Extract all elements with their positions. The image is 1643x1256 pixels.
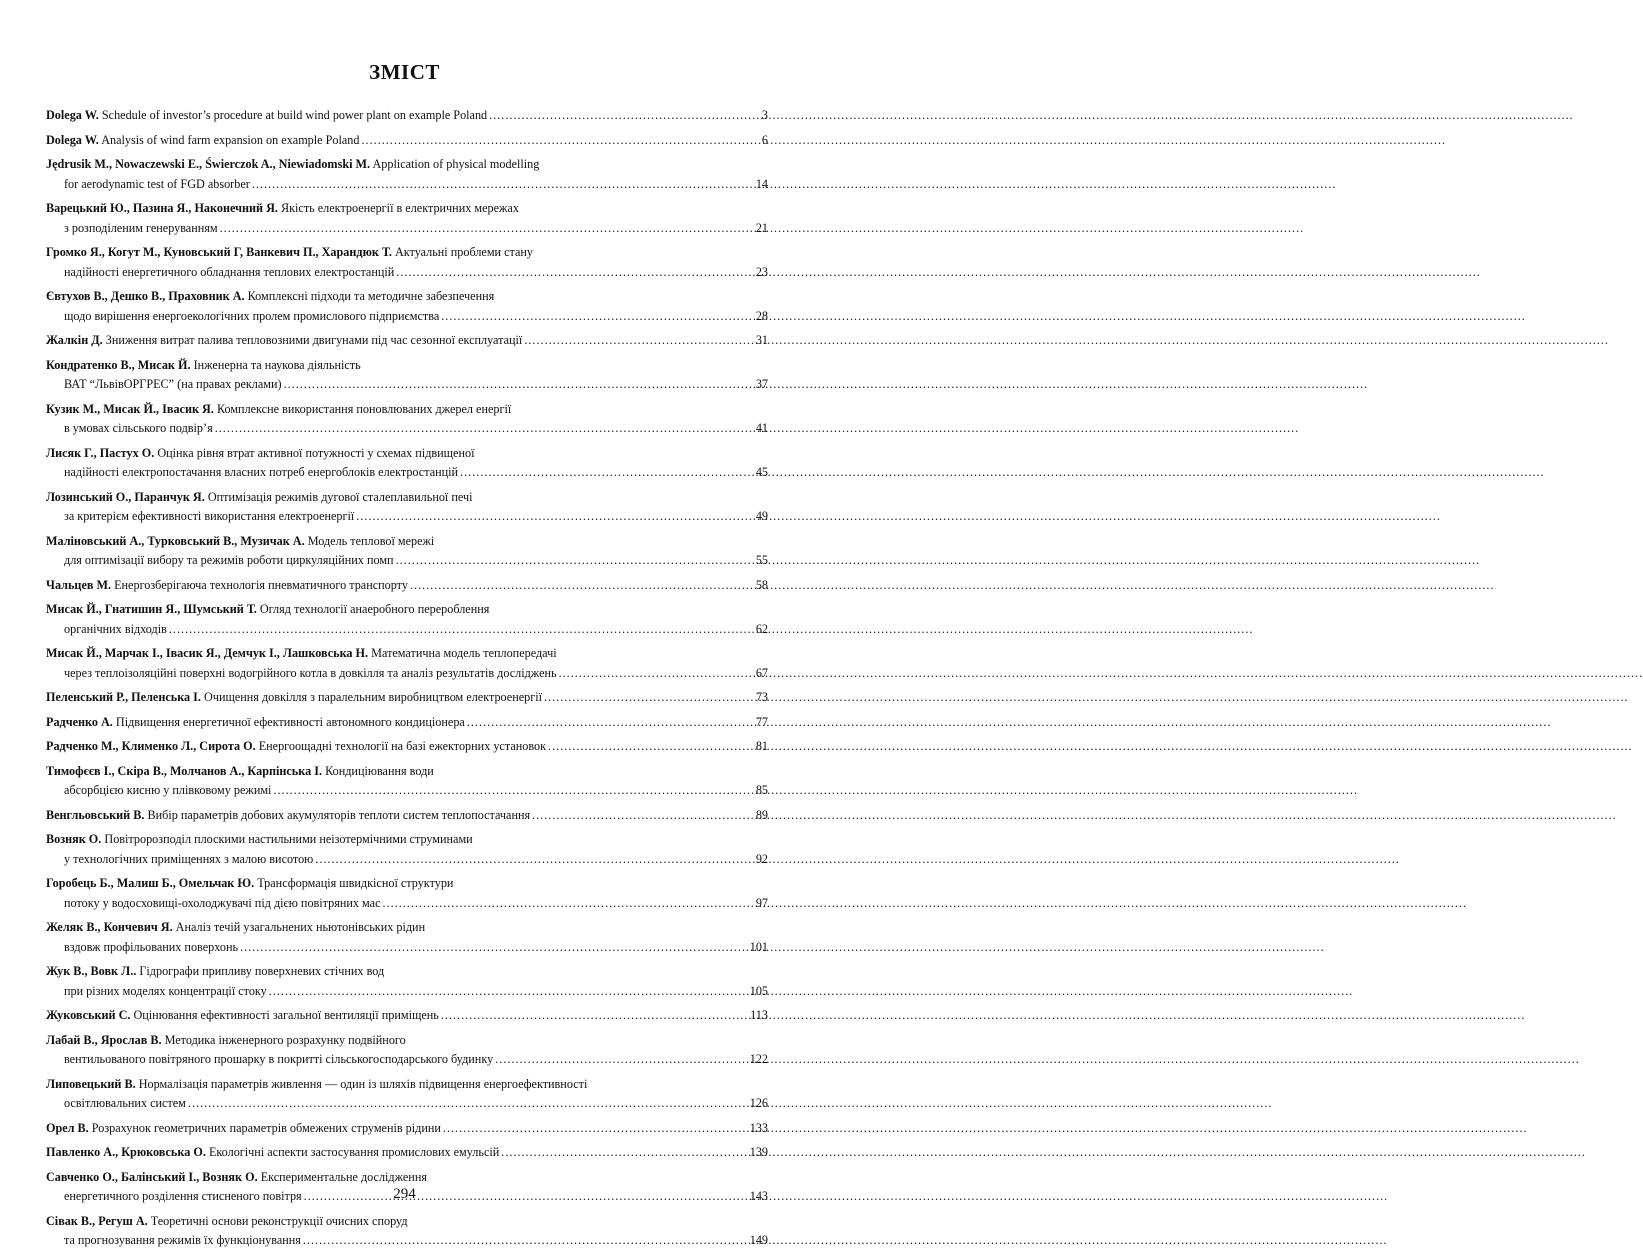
dot-leader bbox=[303, 1231, 734, 1251]
toc-entry-page: 41 bbox=[755, 421, 768, 435]
dot-leader bbox=[559, 664, 734, 684]
toc-entry-text bbox=[46, 762, 434, 782]
toc-entry-page: 105 bbox=[749, 983, 768, 998]
toc-entry-line bbox=[46, 918, 768, 938]
toc-entry-text bbox=[46, 830, 473, 850]
toc-entry-title: надійності електропостачання власних потреб енергоблоків електростанцій bbox=[64, 465, 459, 479]
toc-entry-text bbox=[46, 1031, 406, 1051]
toc-entry-text bbox=[46, 737, 546, 757]
toc-entry-title: потоку у водосховищі-охолоджувачі під дією повітряних мас bbox=[64, 895, 381, 910]
toc-entry-text bbox=[46, 131, 359, 151]
dot-leader bbox=[501, 1143, 734, 1163]
toc-entry-line bbox=[46, 762, 768, 782]
toc-entry-page: 58 bbox=[755, 577, 768, 592]
dot-leader bbox=[220, 219, 734, 239]
toc-entry-page: 143 bbox=[749, 1189, 768, 1203]
toc-entry-line bbox=[46, 644, 768, 664]
dot-leader bbox=[273, 781, 734, 801]
toc-entry-line bbox=[46, 850, 768, 870]
toc-entry-text bbox=[46, 962, 384, 982]
toc-entry-line bbox=[46, 243, 768, 263]
toc-entry-line bbox=[46, 175, 768, 195]
toc-entry bbox=[46, 1031, 768, 1070]
toc-entry bbox=[46, 576, 768, 596]
toc-entry-text bbox=[46, 287, 494, 307]
toc-entry-text bbox=[46, 600, 489, 620]
toc-entry-line bbox=[46, 894, 768, 914]
toc-entry-line bbox=[46, 375, 768, 395]
toc-entry-authors: Жалкін Д. bbox=[46, 333, 103, 347]
toc-entry bbox=[46, 688, 768, 708]
toc-entry-line bbox=[46, 263, 768, 283]
dot-leader bbox=[467, 713, 734, 733]
toc-entry bbox=[46, 644, 768, 683]
dot-leader bbox=[188, 1094, 734, 1114]
toc-entry-text bbox=[46, 918, 425, 938]
toc-entry-page: 126 bbox=[749, 1096, 768, 1110]
toc-entry-text bbox=[64, 982, 267, 1002]
toc-entry-authors: Jędrusik M., Nowaczewski E., Świerczok A., Niewiadomski M. bbox=[46, 157, 371, 171]
toc-entry-authors: Євтухов В., Дешко В., Праховник А. bbox=[46, 289, 245, 303]
toc-entry-line bbox=[46, 1231, 768, 1251]
toc-entry-authors: Радченко А. bbox=[46, 714, 113, 729]
toc-entry-title: Повітророзподіл плоскими настильними неізотермічними струминами bbox=[104, 832, 473, 846]
toc-entry-text bbox=[46, 1212, 408, 1232]
toc-entry-authors: Горобець Б., Малиш Б., Омельчак Ю. bbox=[46, 876, 255, 890]
toc-entry-line bbox=[46, 874, 768, 894]
toc-entry-line bbox=[46, 1050, 768, 1070]
toc-entry-authors: Мисак Й., Марчак І., Івасик Я., Демчук І., Лашковська Н. bbox=[46, 646, 369, 660]
toc-entry bbox=[46, 1006, 768, 1026]
toc-entry-text bbox=[64, 1231, 301, 1251]
toc-entry-title: ВАТ “ЛьвівОРГРЕС” (на правах реклами) bbox=[64, 377, 282, 391]
dot-leader bbox=[532, 806, 734, 826]
dot-leader bbox=[460, 463, 734, 483]
toc-entry-authors: Dolega W. bbox=[46, 132, 99, 147]
toc-entry-title: Розрахунок геометричних параметрів обмежених струменів рідини bbox=[91, 1120, 441, 1135]
toc-entry-text bbox=[64, 375, 282, 395]
toc-entry-text bbox=[64, 620, 167, 640]
toc-entry-title: Application of physical modelling bbox=[372, 157, 540, 171]
toc-entry-line bbox=[46, 551, 768, 571]
toc-entry-authors: Dolega W. bbox=[46, 108, 99, 122]
toc-entry-title: освітлювальних систем bbox=[64, 1096, 186, 1110]
toc-entry-text bbox=[64, 307, 439, 327]
dot-leader bbox=[269, 982, 734, 1002]
toc-entry-title: Теоретичні основи реконструкції очисних споруд bbox=[150, 1213, 408, 1228]
toc-entry-title: Підвищення енергетичної ефективності автономного кондиціонера bbox=[115, 714, 465, 729]
toc-entry-title: Огляд технології анаеробного перероблення bbox=[259, 602, 490, 616]
toc-entry bbox=[46, 962, 768, 1001]
toc-entry-authors: Сівак В., Регуш А. bbox=[46, 1213, 148, 1228]
toc-entry-title: Нормалізація параметрів живлення — один із шляхів підвищення енергоефективності bbox=[138, 1076, 588, 1091]
toc-entry-line bbox=[46, 307, 768, 327]
toc-entry-authors: Лозинський О., Паранчук Я. bbox=[46, 489, 205, 504]
toc-entry bbox=[46, 806, 768, 826]
toc-entry-text bbox=[46, 644, 557, 664]
dot-leader bbox=[548, 737, 734, 757]
toc-entry-title: за критерієм ефективності використання електроенергії bbox=[64, 509, 355, 523]
toc-entry-line bbox=[46, 463, 768, 483]
toc-entry-text bbox=[64, 463, 458, 483]
toc-entry-line bbox=[46, 938, 768, 958]
toc-entry-line bbox=[46, 806, 768, 826]
toc-entry-line bbox=[46, 1212, 768, 1232]
toc-entry-title: з розподіленим генеруванням bbox=[64, 220, 218, 235]
toc-entry-line bbox=[46, 1006, 768, 1026]
dot-leader bbox=[169, 620, 734, 640]
toc-entry bbox=[46, 737, 768, 757]
toc-entry-line bbox=[46, 688, 768, 708]
dot-leader bbox=[356, 507, 734, 527]
toc-entry-authors: Маліновський А., Турковський В., Музичак А. bbox=[46, 533, 305, 548]
toc-entry-line bbox=[46, 155, 768, 175]
toc-entry-text bbox=[64, 263, 394, 283]
toc-entry-page: 92 bbox=[755, 851, 768, 866]
toc-entry-authors: Павленко А., Крюковська О. bbox=[46, 1145, 206, 1159]
toc-entry-text bbox=[46, 444, 474, 464]
toc-entry-title: вздовж профільованих поверхонь bbox=[64, 939, 239, 954]
toc-entry-line bbox=[46, 781, 768, 801]
toc-entry bbox=[46, 131, 768, 151]
toc-entry bbox=[46, 287, 768, 326]
toc-entry-page: 101 bbox=[749, 939, 768, 954]
toc-entry-line bbox=[46, 106, 768, 126]
toc-entry-title: Якість електроенергії в електричних мережах bbox=[281, 201, 519, 215]
toc-entry-text bbox=[46, 106, 487, 126]
toc-entry-page: 6 bbox=[761, 132, 768, 147]
toc-entry-text bbox=[64, 219, 218, 239]
toc-entry-authors: Лабай В., Ярослав В. bbox=[46, 1032, 162, 1047]
toc-entry-line bbox=[46, 356, 768, 376]
toc-entry-line bbox=[46, 576, 768, 596]
toc-entry-page: 23 bbox=[755, 264, 768, 279]
toc-entry-text bbox=[46, 532, 434, 552]
toc-entry-line bbox=[46, 1168, 768, 1188]
toc-entry bbox=[46, 488, 768, 527]
toc-entry-page: 89 bbox=[755, 807, 768, 822]
toc-entry-line bbox=[46, 532, 768, 552]
toc-entry bbox=[46, 1075, 768, 1114]
toc-entry-page: 73 bbox=[755, 690, 768, 704]
toc-entry-text bbox=[46, 488, 473, 508]
toc-entry-authors: Венгльовський В. bbox=[46, 807, 145, 822]
toc-entry-title: Актуальні проблеми стану bbox=[394, 245, 534, 259]
toc-entry-line bbox=[46, 488, 768, 508]
toc-entry-page: 149 bbox=[749, 1233, 768, 1247]
toc-entry-page: 37 bbox=[755, 377, 768, 391]
toc-entry-title: Очищення довкілля з паралельним виробництвом електроенергії bbox=[204, 690, 542, 704]
toc-entry-authors: Тимофєєв І., Скіра В., Молчанов А., Карпінська І. bbox=[46, 763, 323, 778]
toc-entry-authors: Кондратенко В., Мисак Й. bbox=[46, 357, 191, 372]
toc-entry-text bbox=[46, 400, 511, 420]
toc-entry-title: Аналіз течій узагальнених ньютонівських рідин bbox=[175, 920, 426, 934]
toc-entry-page: 85 bbox=[755, 783, 768, 797]
dot-leader bbox=[441, 307, 734, 327]
dot-leader bbox=[252, 175, 734, 195]
dot-leader bbox=[284, 375, 734, 395]
toc-entry bbox=[46, 106, 768, 126]
toc-entry bbox=[46, 199, 768, 238]
toc-entry-page: 55 bbox=[755, 553, 768, 567]
toc-entry-text bbox=[64, 551, 394, 571]
toc-entry-page: 21 bbox=[755, 220, 768, 235]
toc-entry-title: Зниження витрат палива тепловозними двигунами під час сезонної експлуатації bbox=[105, 333, 523, 347]
dot-leader bbox=[315, 850, 734, 870]
toc-entry bbox=[46, 331, 768, 351]
toc-entry-text bbox=[46, 688, 542, 708]
toc-entry-text bbox=[46, 1006, 439, 1026]
toc-entry-title: через теплоізоляційні поверхні водогрійного котла в довкілля та аналіз результатів досліджень bbox=[64, 665, 557, 680]
toc-entry bbox=[46, 830, 768, 869]
toc-entry-authors: Савченко О., Балінський І., Возняк О. bbox=[46, 1169, 258, 1184]
toc-entry bbox=[46, 532, 768, 571]
toc-entry-text bbox=[46, 331, 522, 351]
toc-entry-line bbox=[46, 713, 768, 733]
toc-entry-line bbox=[46, 400, 768, 420]
toc-entry-authors: Мисак Й., Гнатишин Я., Шумський Т. bbox=[46, 602, 257, 616]
toc-entry bbox=[46, 713, 768, 733]
toc-entry-line bbox=[46, 219, 768, 239]
toc-entry-text bbox=[64, 419, 213, 439]
dot-leader bbox=[443, 1119, 734, 1139]
toc-entry-title: абсорбцією кисню у плівковому режимі bbox=[64, 783, 272, 797]
toc-entry-text bbox=[64, 781, 271, 801]
toc-entry-authors: Радченко М., Клименко Л., Сирота О. bbox=[46, 739, 256, 753]
toc-entry-line bbox=[46, 620, 768, 640]
page-title: ЗМІСТ bbox=[369, 60, 440, 84]
toc-entry-title: Оцінювання ефективності загальної вентиляції приміщень bbox=[133, 1008, 439, 1022]
dot-leader bbox=[441, 1006, 734, 1026]
toc-entry-page: 122 bbox=[749, 1052, 768, 1066]
toc-entry-title: Оптимізація режимів дугової сталеплавильної печі bbox=[207, 489, 473, 504]
toc-entry bbox=[46, 1119, 768, 1139]
dot-leader bbox=[383, 894, 735, 914]
toc-entry bbox=[46, 874, 768, 913]
toc-entry-text bbox=[46, 1143, 499, 1163]
toc-entry-authors: Чальцев М. bbox=[46, 577, 112, 592]
toc-entry-line bbox=[46, 131, 768, 151]
toc-entry-authors: Пеленський Р., Пеленська І. bbox=[46, 690, 201, 704]
toc-entry-text bbox=[46, 199, 519, 219]
toc-entry-authors: Жуковський С. bbox=[46, 1008, 131, 1022]
toc-entry bbox=[46, 243, 768, 282]
toc-entry-line bbox=[46, 1094, 768, 1114]
page-number: 294 bbox=[393, 1186, 416, 1202]
toc-entry-title: Модель теплової мережі bbox=[307, 533, 435, 548]
toc-entry-page: 77 bbox=[755, 714, 768, 729]
toc-entry-line bbox=[46, 1031, 768, 1051]
toc-entry bbox=[46, 356, 768, 395]
toc-entry-text bbox=[46, 155, 539, 175]
toc-entry-authors: Лисяк Г., Пастух О. bbox=[46, 445, 155, 460]
toc-entry-line bbox=[46, 444, 768, 464]
toc-entry-line bbox=[46, 962, 768, 982]
toc-entry-page: 97 bbox=[755, 895, 768, 910]
toc-entry-title: Експериментальне дослідження bbox=[260, 1169, 427, 1184]
toc-entry-page: 31 bbox=[755, 333, 768, 347]
toc-entry bbox=[46, 600, 768, 639]
toc-entry-line bbox=[46, 737, 768, 757]
toc-entry-line bbox=[46, 982, 768, 1002]
toc-entry-title: Комплексне використання поновлюваних джерел енергії bbox=[216, 401, 512, 416]
toc-entry bbox=[46, 762, 768, 801]
toc-entry-title: енергетичного розділення стисненого повітря bbox=[64, 1189, 302, 1203]
toc-entry-title: Schedule of investor’s procedure at build wind power plant on example Poland bbox=[101, 108, 488, 122]
toc-entry-title: Екологічні аспекти застосування промислових емульсій bbox=[208, 1145, 500, 1159]
toc-entry-line bbox=[46, 664, 768, 684]
toc-entry-authors: Возняк О. bbox=[46, 832, 102, 846]
dot-leader bbox=[489, 106, 734, 126]
toc-entry-page: 133 bbox=[749, 1120, 768, 1135]
toc-entry bbox=[46, 155, 768, 194]
toc-entry-title: у технологічних приміщеннях з малою висотою bbox=[64, 851, 314, 866]
toc-entry bbox=[46, 1212, 768, 1251]
dot-leader bbox=[215, 419, 734, 439]
toc-entry-text bbox=[64, 507, 354, 527]
toc-entry-authors: Кузик М., Мисак Й., Івасик Я. bbox=[46, 401, 214, 416]
toc-entry bbox=[46, 444, 768, 483]
toc-entry-line bbox=[46, 1143, 768, 1163]
toc-entry-text bbox=[64, 938, 238, 958]
toc-entry-text bbox=[46, 1119, 441, 1139]
dot-leader bbox=[396, 263, 734, 283]
toc-entry-title: при різних моделях концентрації стоку bbox=[64, 983, 267, 998]
toc-entry-title: надійності енергетичного обладнання теплових електростанцій bbox=[64, 264, 395, 279]
dot-leader bbox=[524, 331, 734, 351]
toc-entry-text bbox=[64, 1050, 493, 1070]
toc-entry-line bbox=[46, 507, 768, 527]
toc-entry-title: Кондиціювання води bbox=[325, 763, 434, 778]
toc-entry-page: 45 bbox=[755, 465, 768, 479]
toc-entry-authors: Желяк В., Кончевич Я. bbox=[46, 920, 173, 934]
toc-entry-text bbox=[46, 1168, 427, 1188]
toc-entry-page: 3 bbox=[761, 108, 768, 122]
toc-entry-line bbox=[46, 419, 768, 439]
toc-entry-text bbox=[64, 175, 250, 195]
toc-entry-title: Методика інженерного розрахунку подвійного bbox=[164, 1032, 406, 1047]
toc-entry-text bbox=[46, 713, 465, 733]
toc-entry-title: Трансформація швидкісної структури bbox=[257, 876, 454, 890]
toc-entry-title: Вибір параметрів добових акумуляторів теплоти систем теплопостачання bbox=[147, 807, 531, 822]
dot-leader bbox=[361, 131, 734, 151]
dot-leader bbox=[495, 1050, 734, 1070]
dot-leader bbox=[240, 938, 734, 958]
toc-entry bbox=[46, 1143, 768, 1163]
toc-entry-authors: Жук В., Вовк Л.. bbox=[46, 964, 137, 978]
toc-entry-title: в умовах сільського подвір’я bbox=[64, 421, 213, 435]
toc-entry-title: Інженерна та наукова діяльність bbox=[193, 357, 361, 372]
toc-entry-title: Гідрографи припливу поверхневих стічних вод bbox=[139, 964, 385, 978]
toc-entry bbox=[46, 918, 768, 957]
toc-entry-page: 14 bbox=[755, 176, 768, 191]
toc-entry-title: вентильованого повітряного прошарку в покритті сільськогосподарського будинку bbox=[64, 1052, 494, 1066]
toc-entry-text bbox=[46, 576, 408, 596]
toc-entry-title: Комплексні підходи та методичне забезпечення bbox=[247, 289, 495, 303]
toc-entry-line bbox=[46, 287, 768, 307]
toc-entry bbox=[46, 400, 768, 439]
toc-entry-title: Енергоощадні технології на базі ежекторних установок bbox=[258, 739, 547, 753]
toc-entry-line bbox=[46, 600, 768, 620]
toc-entry-authors: Липовецький В. bbox=[46, 1076, 136, 1091]
dot-leader bbox=[410, 576, 734, 596]
toc-entry-title: Analysis of wind farm expansion on example Poland bbox=[101, 132, 360, 147]
toc-entry-text bbox=[46, 874, 453, 894]
toc-entry-text bbox=[46, 1075, 587, 1095]
toc-entry-title: для оптимізації вибору та режимів роботи циркуляційних помп bbox=[64, 553, 394, 567]
toc-entry-page: 139 bbox=[749, 1145, 768, 1159]
toc-entry-line bbox=[46, 331, 768, 351]
dot-leader bbox=[396, 551, 734, 571]
toc-entry-page: 113 bbox=[750, 1008, 768, 1022]
toc-entry-page: 81 bbox=[755, 739, 768, 753]
toc-entry-authors: Варецький Ю., Пазина Я., Наконечний Я. bbox=[46, 201, 278, 215]
toc-entry-text bbox=[46, 356, 361, 376]
toc-entry-text bbox=[64, 664, 557, 684]
toc-entry-line bbox=[46, 1075, 768, 1095]
toc-entry-title: Математична модель теплопередачі bbox=[371, 646, 557, 660]
toc-entry-title: органічних відходів bbox=[64, 621, 167, 636]
toc-entry-line bbox=[46, 830, 768, 850]
toc-entry-text bbox=[64, 850, 313, 870]
dot-leader bbox=[544, 688, 734, 708]
toc-entry-text bbox=[64, 1094, 186, 1114]
toc-entry-title: for aerodynamic test of FGD absorber bbox=[64, 176, 250, 191]
toc-entry-authors: Орел В. bbox=[46, 1120, 89, 1135]
table-of-contents bbox=[46, 106, 768, 1256]
toc-entry-line bbox=[46, 199, 768, 219]
toc-entry-title: та прогнозування режимів їх функціонування bbox=[64, 1233, 301, 1247]
toc-entry-page: 28 bbox=[755, 308, 768, 323]
toc-entry-text bbox=[46, 806, 530, 826]
toc-entry-page: 62 bbox=[755, 621, 768, 636]
toc-entry-text bbox=[46, 243, 533, 263]
toc-entry-line bbox=[46, 1119, 768, 1139]
toc-entry-title: Оцінка рівня втрат активної потужності у схемах підвищеної bbox=[157, 445, 475, 460]
toc-entry-title: Енергозберігаюча технологія пневматичного транспорту bbox=[114, 577, 408, 592]
toc-entry-title: щодо вирішення енергоекологічних пролем промислового підприємства bbox=[64, 308, 440, 323]
toc-entry-page: 67 bbox=[755, 665, 768, 680]
toc-entry-text bbox=[64, 894, 381, 914]
toc-entry-page: 49 bbox=[755, 509, 768, 523]
toc-entry-authors: Громко Я., Когут М., Куновський Г, Ванкевич П., Харандюк Т. bbox=[46, 245, 392, 259]
